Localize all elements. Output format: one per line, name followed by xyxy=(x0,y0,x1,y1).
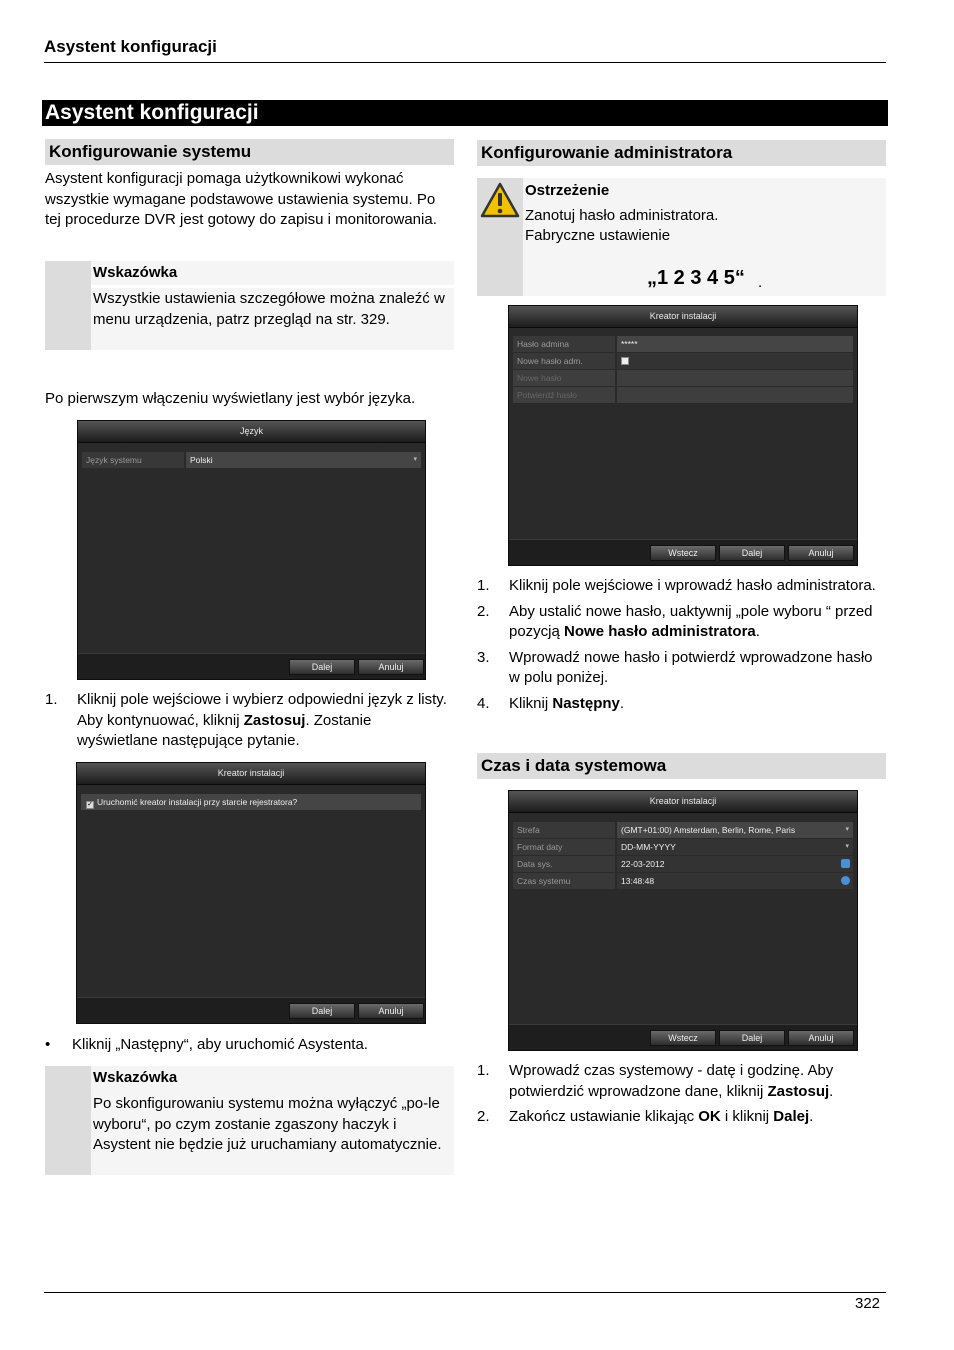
step-item: 1. Kliknij pole wejściowe i wprowadź hasło administratora. xyxy=(477,577,876,594)
section-title-time: Czas i data systemowa xyxy=(477,753,886,779)
cancel-button[interactable]: Anuluj xyxy=(788,545,854,561)
timezone-row: Strefa (GMT+01:00) Amsterdam, Berlin, Rome, Paris ▾ xyxy=(513,822,853,838)
admin-steps xyxy=(477,576,886,719)
default-password: „1 2 3 4 5“ xyxy=(647,267,745,289)
intro-paragraph: Asystent konfiguracji pomaga użytkownikowi wykonać wszystkie wymagane podstawowe ustawienia systemu. Po tej procedurze DVR jest gotowy do zapisu i monitorowania. xyxy=(45,170,437,228)
screen-footer xyxy=(78,653,425,679)
screen-title: Kreator instalacji xyxy=(509,306,857,328)
step-item: 1. Wprowadź czas systemowy - datę i godzinę. Aby potwierdzić wprowadzone dane, kliknij Zastosuj. xyxy=(477,1062,834,1100)
back-button[interactable]: Wstecz xyxy=(650,1030,716,1046)
chevron-down-icon: ▾ xyxy=(845,843,849,850)
section-title-admin: Konfigurowanie administratora xyxy=(477,140,886,166)
screen-footer xyxy=(509,1024,857,1050)
running-header: Asystent konfiguracji xyxy=(44,37,217,56)
calendar-icon[interactable] xyxy=(841,859,850,868)
time-steps xyxy=(477,1061,886,1133)
admin-password-input[interactable]: ***** xyxy=(617,336,853,352)
warning-line-2: Fabryczne ustawienie xyxy=(525,227,671,244)
screen-time xyxy=(508,790,858,1051)
footer-rule xyxy=(44,1292,886,1293)
screen-footer xyxy=(509,539,857,565)
chevron-down-icon: ▾ xyxy=(845,826,849,833)
system-time-input[interactable]: 13:48:48 xyxy=(617,873,853,889)
hint-text: Po skonfigurowaniu systemu można wyłączyć „po-le wyboru“, po czym zostanie zgaszony haczyk i Asystent nie będzie już uruchamiany automatycznie. xyxy=(93,1095,442,1153)
date-format-select[interactable]: DD-MM-YYYY ▾ xyxy=(617,839,853,855)
cancel-button[interactable]: Anuluj xyxy=(358,1003,424,1019)
wizard-start-label: Uruchomić kreator instalacji przy starcie rejestratora? xyxy=(97,797,298,807)
step-item: 4. Kliknij Następny. xyxy=(477,694,625,712)
header-rule xyxy=(44,62,886,63)
step-item: 3. Wprowadź nowe hasło i potwierdź wprowadzone hasło w polu poniżej. xyxy=(477,648,873,686)
language-label: Język systemu xyxy=(82,452,184,468)
bullet-text: Kliknij „Następny“, aby uruchomić Asystenta. xyxy=(72,1036,368,1053)
chevron-down-icon: ▾ xyxy=(413,456,417,463)
screen-title: Kreator instalacji xyxy=(77,763,425,785)
back-button[interactable]: Wstecz xyxy=(650,545,716,561)
section-title-system: Konfigurowanie systemu xyxy=(45,139,454,165)
hint-title: Wskazówka xyxy=(93,264,178,281)
new-password-input[interactable] xyxy=(617,370,853,386)
screen-admin xyxy=(508,305,858,566)
language-steps xyxy=(45,690,454,757)
bullet-mark: • xyxy=(45,1036,51,1053)
language-row xyxy=(82,452,421,468)
password-dot: . xyxy=(758,274,763,291)
next-button[interactable]: Dalej xyxy=(289,659,355,675)
new-admin-password-row: Nowe hasło adm. xyxy=(513,353,853,369)
next-button[interactable]: Dalej xyxy=(719,1030,785,1046)
next-button[interactable]: Dalej xyxy=(719,545,785,561)
language-value: Polski xyxy=(190,455,213,465)
new-password-row: Nowe hasło xyxy=(513,370,853,386)
hint-text: Wszystkie ustawienia szczegółowe można znaleźć w menu urządzenia, patrz przegląd na str. 329. xyxy=(93,290,445,328)
warning-icon xyxy=(480,182,520,218)
screen-wizard-start xyxy=(76,762,426,1024)
first-start-text: Po pierwszym włączeniu wyświetlany jest wybór języka. xyxy=(45,390,416,407)
hint-box-1 xyxy=(45,261,454,350)
system-time-row: Czas systemu 13:48:48 xyxy=(513,873,853,889)
admin-password-row: Hasło admina ***** xyxy=(513,336,853,352)
step-item: 2. Aby ustalić nowe hasło, uaktywnij „pole wyboru “ przed pozycją Nowe hasło administratora. xyxy=(477,602,873,640)
screen-title: Język xyxy=(78,421,425,443)
confirm-password-input[interactable] xyxy=(617,387,853,403)
hint-divider xyxy=(91,285,454,288)
timezone-select[interactable]: (GMT+01:00) Amsterdam, Berlin, Rome, Paris ▾ xyxy=(617,822,853,838)
hint-side-bar xyxy=(45,261,91,350)
system-date-input[interactable]: 22-03-2012 xyxy=(617,856,853,872)
cancel-button[interactable]: Anuluj xyxy=(358,659,424,675)
warning-line-1: Zanotuj hasło administratora. xyxy=(525,207,719,224)
page-number: 322 xyxy=(855,1295,881,1312)
cancel-button[interactable]: Anuluj xyxy=(788,1030,854,1046)
next-button[interactable]: Dalej xyxy=(289,1003,355,1019)
checkbox-icon[interactable] xyxy=(621,357,629,365)
step-item: 1. Kliknij pole wejściowe i wybierz odpowiedni język z listy. Aby kontynuować, kliknij Zastosuj. Zostanie wyświetlane następujące pytanie. xyxy=(45,691,447,749)
hint-box-2 xyxy=(45,1066,454,1175)
screen-title: Kreator instalacji xyxy=(509,791,857,813)
checkbox-icon[interactable]: ✓ xyxy=(87,801,93,808)
screen-footer xyxy=(77,997,425,1023)
hint-title: Wskazówka xyxy=(93,1069,178,1086)
date-format-row: Format daty DD-MM-YYYY ▾ xyxy=(513,839,853,855)
clock-icon[interactable] xyxy=(841,876,850,885)
screen-language xyxy=(77,420,426,680)
language-select[interactable] xyxy=(186,452,421,468)
wizard-start-row[interactable] xyxy=(81,794,421,810)
chapter-title-bar: Asystent konfiguracji xyxy=(42,100,888,126)
confirm-password-row: Potwierdź hasło xyxy=(513,387,853,403)
step-item: 2. Zakończ ustawianie klikając OK i kliknij Dalej. xyxy=(477,1108,814,1125)
system-date-row: Data sys. 22-03-2012 xyxy=(513,856,853,872)
hint-side-bar xyxy=(45,1066,91,1175)
warning-box xyxy=(477,178,886,296)
warning-title: Ostrzeżenie xyxy=(525,182,610,199)
